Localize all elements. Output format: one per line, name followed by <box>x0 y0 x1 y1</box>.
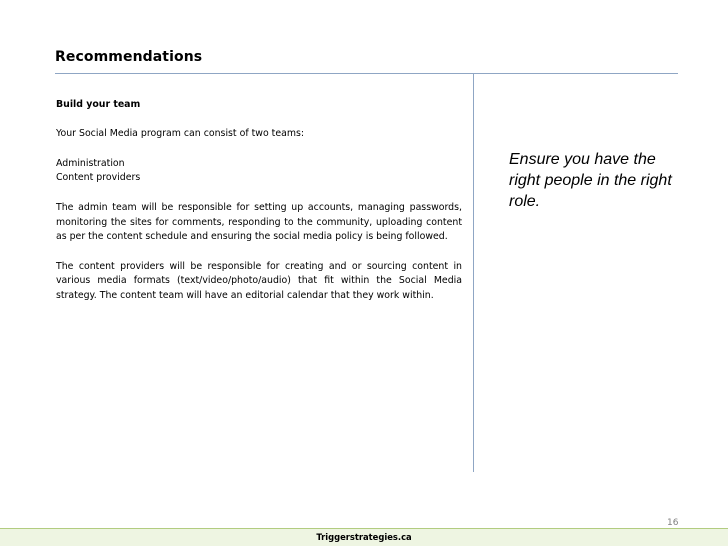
footer-site-name: Triggerstrategies.ca <box>316 532 412 542</box>
content-team-paragraph: The content providers will be responsible for creating and or sourcing content in various media formats (text/video/photo/audio) that fit within the Social Media strategy. The content team will have an editorial calendar that they work within. <box>56 260 462 302</box>
team-item-content-providers: Content providers <box>56 172 141 184</box>
intro-text: Your Social Media program can consist of two teams: <box>56 128 305 140</box>
footer-bar <box>0 528 728 546</box>
page-number: 16 <box>667 518 679 528</box>
section-subheading: Build your team <box>56 99 141 110</box>
admin-team-paragraph: The admin team will be responsible for setting up accounts, managing passwords, monitoring the sites for comments, responding to the community, uploading content as per the content schedule and ensuring the social media policy is being followed. <box>56 201 462 243</box>
page-title: Recommendations <box>55 49 203 65</box>
title-underline-divider <box>55 73 678 74</box>
column-divider <box>473 74 474 472</box>
team-list <box>56 157 462 186</box>
team-item-administration: Administration <box>56 157 125 169</box>
callout-text: Ensure you have the right people in the right role. <box>509 151 672 210</box>
main-text-column <box>56 98 462 318</box>
